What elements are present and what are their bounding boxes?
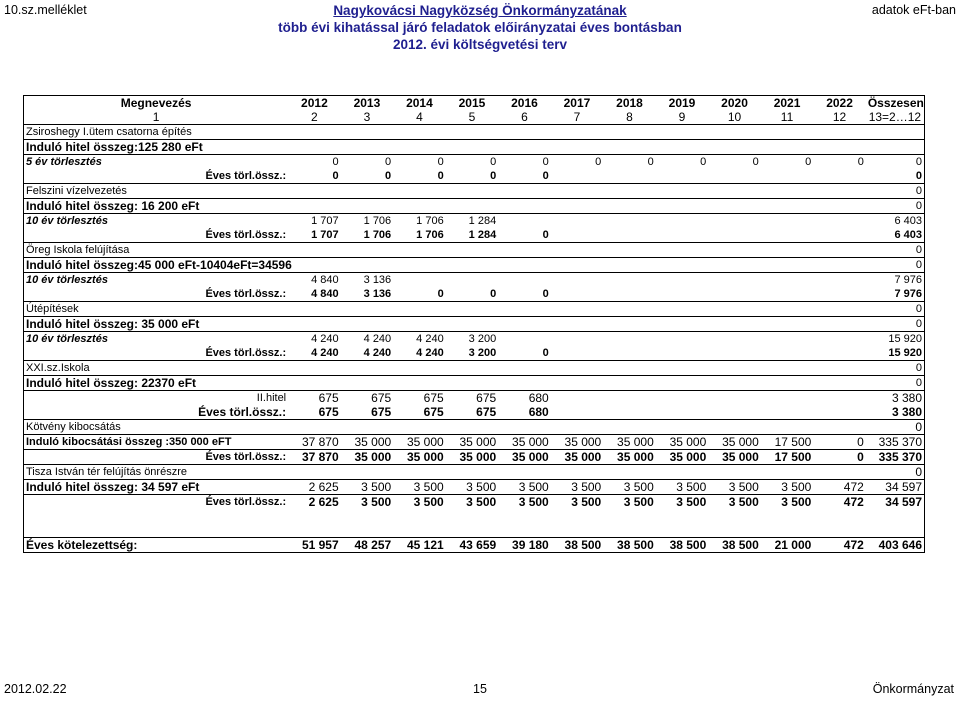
document-title: Nagykovácsi Nagyközség Önkormányzatának [333,3,627,18]
installment-value [761,332,814,347]
loan-row [24,140,925,155]
annual-sum-value [656,169,709,184]
installment-value: 0 [752,156,759,168]
annual-sum-value: 3 500 [466,495,497,509]
loan-year-value: 3 500 [498,480,551,495]
grand-total-label: Éves kötelezettség: [24,538,289,553]
annual-sum-value: 1 707 [288,228,341,243]
section-title-row [24,361,925,376]
annual-sum-value [551,228,604,243]
annual-sum-value [708,405,761,420]
loan-year-value: 3 500 [551,480,604,495]
annual-sum-value: 35 000 [341,450,394,465]
annual-sum-value: 0 [341,169,394,184]
spacer-row [24,523,925,538]
loan-row [24,480,925,495]
annual-sum-value: 675 [446,405,499,420]
installment-value: 0 [866,155,925,170]
annual-sum-value [761,228,814,243]
section-title-total: 0 [866,302,925,317]
section-title-total: 0 [866,420,925,435]
annual-sum-value [656,287,709,302]
installment-value [551,391,604,406]
spacer-cell [24,523,866,538]
annual-sum-value: 3 500 [518,495,549,509]
loan-amount-label: Induló hitel összeg: 34 597 eFt [24,480,289,495]
loan-row [24,435,925,450]
column-number: 8 [603,110,656,125]
installment-value [813,391,866,406]
installment-value: 0 [437,156,444,168]
annual-sum-value [761,169,814,184]
annual-sum-value: 680 [498,405,551,420]
annual-sum-value: 4 240 [288,346,341,361]
annual-sum-value [551,346,604,361]
installment-value: 1 284 [468,215,497,227]
annex-label: 10.sz.melléklet [4,3,87,17]
year-header: 2015 [446,96,499,111]
annual-sum-row [24,228,925,243]
grand-total-value: 472 [813,538,866,553]
column-number: 13=2…12 [866,110,925,125]
loan-amount-label: Induló hitel összeg:125 280 eFt [24,140,866,155]
footer-date: 2012.02.22 [4,682,67,696]
annual-sum-value [813,346,866,361]
loan-year-value: 3 500 [708,480,761,495]
annual-sum-label: Éves törl.össz.: [24,405,289,420]
loan-amount-label: Induló kibocsátási összeg :350 000 eFT [24,435,289,450]
installment-value [708,214,761,229]
annual-sum-value: 0 [813,450,866,465]
installment-term-label: II.hitel [24,391,289,406]
annual-sum-value: 0 [498,169,551,184]
column-number: 6 [498,110,551,125]
installment-value [498,214,551,229]
loan-year-value: 3 500 [761,480,814,495]
installment-value [813,214,866,229]
annual-sum-value [603,405,656,420]
year-header: Összesen [867,96,924,110]
installment-value: 675 [423,391,444,405]
loan-year-value: 3 500 [341,480,394,495]
installment-value: 6 403 [866,214,925,229]
installment-value: 0 [857,156,864,168]
annual-sum-value [603,228,656,243]
loan-amount-label: Induló hitel összeg: 35 000 eFt [24,317,866,332]
section-title: Zsiroshegy I.ütem csatorna építés [24,125,866,140]
annual-sum-value [656,228,709,243]
loan-year-value: 3 500 [393,480,446,495]
installment-value [656,273,709,288]
annual-sum-value: 0 [393,287,446,302]
spacer-row [24,509,925,523]
annual-sum-row [24,346,925,361]
section-title: Útépítések [24,302,866,317]
column-number: 12 [813,110,866,125]
loan-year-value: 34 597 [866,480,925,495]
loan-year-value: 35 000 [551,435,604,450]
section-title-row [24,420,925,435]
year-header: 2012 [288,96,341,111]
annual-sum-value: 1 706 [393,228,446,243]
installment-value: 0 [805,156,812,168]
annual-sum-value [603,169,656,184]
annual-sum-value [708,287,761,302]
annual-sum-value: 35 000 [498,450,551,465]
annual-sum-value: 35 000 [446,450,499,465]
installment-value [603,273,656,288]
loan-total: 0 [866,199,925,214]
annual-sum-value: 35 000 [551,450,604,465]
annual-sum-value: 4 240 [393,346,446,361]
installment-value [603,214,656,229]
loan-year-value: 35 000 [498,435,551,450]
grand-total-value: 38 500 [551,538,604,553]
annual-sum-value [551,169,604,184]
annual-sum-value [813,405,866,420]
loan-year-value: 335 370 [866,435,925,450]
annual-sum-label: Éves törl.össz.: [24,287,289,302]
annual-sum-value: 3 500 [728,495,759,509]
section-title-total: 0 [866,361,925,376]
section-title-row [24,465,925,480]
installment-value: 3 380 [866,391,925,406]
annual-sum-value [813,287,866,302]
loan-row [24,258,925,273]
annual-sum-value [708,228,761,243]
annual-sum-value: 3 500 [623,495,654,509]
column-number: 10 [708,110,761,125]
loan-amount-label: Induló hitel összeg: 16 200 eFt [24,199,866,214]
annual-sum-value: 3 500 [781,495,812,509]
annual-sum-value [656,346,709,361]
column-number: 3 [341,110,394,125]
loan-amount-label: Induló hitel összeg: 22370 eFt [24,376,866,391]
year-header: 2020 [708,96,761,111]
loan-total [866,140,925,155]
loan-year-value: 3 500 [446,480,499,495]
section-title-total [866,125,925,140]
installment-value [761,273,814,288]
annual-sum-value [603,346,656,361]
loan-year-value: 17 500 [761,435,814,450]
section-title: Öreg Iskola felújítása [24,243,866,258]
loan-total: 0 [866,258,925,273]
annual-sum-row [24,405,925,420]
annual-sum-label: Éves törl.össz.: [24,169,289,184]
annual-sum-value [813,228,866,243]
year-header: 2018 [603,96,656,111]
installment-value: 1 706 [363,215,392,227]
annual-sum-value: 35 000 [708,450,761,465]
annual-sum-row [24,495,925,510]
annual-sum-value: 0 [446,169,499,184]
installment-value: 3 136 [363,274,392,286]
spacer-cell [866,523,925,538]
annual-sum-value: 7 976 [866,287,925,302]
loan-year-value: 3 500 [656,480,709,495]
section-title: Kötvény kibocsátás [24,420,866,435]
installment-term-label: 5 év törlesztés [24,155,289,170]
loan-amount-label: Induló hitel összeg:45 000 eFt-10404eFt=34596 [24,258,866,273]
column-number: 1 [24,110,289,125]
annual-sum-value: 3 136 [341,287,394,302]
installment-row [24,214,925,229]
installment-row [24,155,925,170]
grand-total-value: 38 500 [708,538,761,553]
grand-total-value: 48 257 [341,538,394,553]
annual-sum-value: 2 625 [308,495,339,509]
column-number: 7 [551,110,604,125]
installment-value [498,273,551,288]
grand-total-value: 21 000 [761,538,814,553]
installment-term-label: 10 év törlesztés [24,214,289,229]
annual-sum-value: 1 706 [341,228,394,243]
annual-sum-value: 3 500 [413,495,444,509]
annual-sum-value: 3 200 [446,346,499,361]
annual-sum-value: 0 [866,169,925,184]
installment-value: 675 [318,391,339,405]
year-header: 2013 [341,96,394,111]
section-title-row [24,184,925,199]
installment-value: 0 [647,156,654,168]
loan-year-value: 35 000 [656,435,709,450]
section-title-total: 0 [866,184,925,199]
installment-value [656,332,709,347]
annual-sum-value: 675 [393,405,446,420]
section-title-row [24,125,925,140]
grand-total-value: 38 500 [603,538,656,553]
annual-sum-value: 3 500 [361,495,392,509]
grand-total-value: 39 180 [498,538,551,553]
installment-value: 0 [595,156,602,168]
installment-value [498,332,551,347]
loan-year-value: 35 000 [708,435,761,450]
column-number-row [24,110,925,125]
page-number: 15 [473,682,487,696]
annual-sum-value [813,169,866,184]
installment-value [813,332,866,347]
annual-sum-value [761,346,814,361]
installment-value [813,273,866,288]
grand-total-value: 38 500 [656,538,709,553]
loan-row [24,317,925,332]
loan-row [24,199,925,214]
annual-sum-value: 35 000 [393,450,446,465]
annual-sum-value: 335 370 [866,450,925,465]
loan-year-value: 35 000 [393,435,446,450]
installment-value: 1 707 [311,215,339,227]
annual-sum-value: 34 597 [866,495,925,510]
section-title: XXI.sz.Iskola [24,361,866,376]
installment-value [708,391,761,406]
installment-value [708,332,761,347]
grand-total-value: 51 957 [288,538,341,553]
annual-sum-value [551,405,604,420]
installment-value [656,391,709,406]
installment-value: 4 240 [311,333,339,345]
annual-sum-value: 0 [498,346,551,361]
column-number: 9 [656,110,709,125]
annual-sum-value: 675 [341,405,394,420]
annual-sum-value: 3 500 [676,495,707,509]
annual-sum-value: 17 500 [761,450,814,465]
installment-value: 4 840 [311,274,339,286]
annual-sum-label: Éves törl.össz.: [24,346,289,361]
annual-sum-value: 6 403 [866,228,925,243]
grand-total-value: 43 659 [446,538,499,553]
installment-value [551,273,604,288]
grand-total-row [24,538,925,553]
annual-sum-row [24,287,925,302]
installment-value: 0 [332,156,339,168]
year-header: 2016 [498,96,551,111]
loan-total: 0 [866,376,925,391]
installment-value: 4 240 [363,333,392,345]
annual-sum-value [551,287,604,302]
annual-sum-label: Éves törl.össz.: [24,228,289,243]
installment-value: 3 200 [468,333,497,345]
grand-total-value: 45 121 [393,538,446,553]
loan-year-value: 37 870 [288,435,341,450]
annual-sum-value: 37 870 [288,450,341,465]
section-title: Felszini vízelvezetés [24,184,866,199]
grand-total-value: 403 646 [866,538,925,553]
installment-value [603,391,656,406]
annual-sum-value [761,405,814,420]
obligations-table [23,95,925,553]
annual-sum-value [761,287,814,302]
annual-sum-value: 0 [498,228,551,243]
annual-sum-row [24,450,925,465]
column-number: 5 [446,110,499,125]
year-header: 2021 [761,96,814,111]
annual-sum-value: 4 840 [288,287,341,302]
installment-value: 0 [700,156,707,168]
loan-year-value: 35 000 [341,435,394,450]
loan-year-value: 2 625 [288,480,341,495]
section-title-total: 0 [866,465,925,480]
year-header: 2022 [813,96,866,111]
installment-term-label: 10 év törlesztés [24,332,289,347]
section-title-row [24,243,925,258]
loan-year-value: 0 [813,435,866,450]
year-header: 2017 [551,96,604,111]
annual-sum-label: Éves törl.össz.: [24,450,289,465]
installment-value [761,214,814,229]
annual-sum-value: 675 [288,405,341,420]
column-number: 2 [288,110,341,125]
installment-value [393,273,446,288]
spacer-cell [24,509,866,523]
installment-value: 1 706 [416,215,444,227]
document-plan-title: 2012. évi költségvetési terv [392,37,568,52]
installment-value [656,214,709,229]
annual-sum-value: 0 [446,287,499,302]
loan-year-value: 472 [813,480,866,495]
installment-value: 15 920 [866,332,925,347]
section-title-row [24,302,925,317]
installment-value: 680 [528,391,549,405]
year-header: 2014 [393,96,446,111]
annual-sum-value [603,287,656,302]
annual-sum-value [708,169,761,184]
column-number: 11 [761,110,814,125]
annual-sum-value: 15 920 [866,346,925,361]
installment-value [603,332,656,347]
annual-sum-value [656,405,709,420]
table-header-row [24,96,925,111]
installment-value: 0 [490,156,497,168]
annual-sum-value: 1 284 [446,228,499,243]
footer-organization: Önkormányzat [872,682,954,696]
loan-year-value: 35 000 [603,435,656,450]
unit-label: adatok eFt-ban [871,3,956,17]
installment-value [708,273,761,288]
installment-value: 0 [542,156,549,168]
installment-value [446,273,499,288]
section-title: Tisza István tér felújítás önrészre [24,465,866,480]
installment-value [551,332,604,347]
spacer-cell [866,509,925,523]
annual-sum-value: 35 000 [656,450,709,465]
annual-sum-value: 35 000 [603,450,656,465]
installment-row [24,332,925,347]
installment-value: 4 240 [416,333,444,345]
loan-year-value: 3 500 [603,480,656,495]
installment-row [24,273,925,288]
annual-sum-value: 3 500 [571,495,602,509]
annual-sum-value: 0 [498,287,551,302]
year-header: 2019 [656,96,709,111]
loan-year-value: 35 000 [446,435,499,450]
annual-sum-label: Éves törl.össz.: [24,495,289,510]
annual-sum-value: 0 [288,169,341,184]
loan-total: 0 [866,317,925,332]
loan-row [24,376,925,391]
annual-sum-value: 472 [843,495,864,509]
name-column-header: Megnevezés [24,96,289,111]
installment-row [24,391,925,406]
annual-sum-value [708,346,761,361]
section-title-total: 0 [866,243,925,258]
installment-term-label: 10 év törlesztés [24,273,289,288]
installment-value: 0 [385,156,392,168]
installment-value: 675 [476,391,497,405]
annual-sum-value: 4 240 [341,346,394,361]
annual-sum-value: 0 [393,169,446,184]
document-subtitle: több évi kihatással járó feladatok előirányzatai éves bontásban [278,20,682,35]
annual-sum-value: 3 380 [866,405,925,420]
installment-value: 7 976 [866,273,925,288]
column-number: 4 [393,110,446,125]
annual-sum-row [24,169,925,184]
installment-value [551,214,604,229]
installment-value: 675 [371,391,392,405]
installment-value [761,391,814,406]
